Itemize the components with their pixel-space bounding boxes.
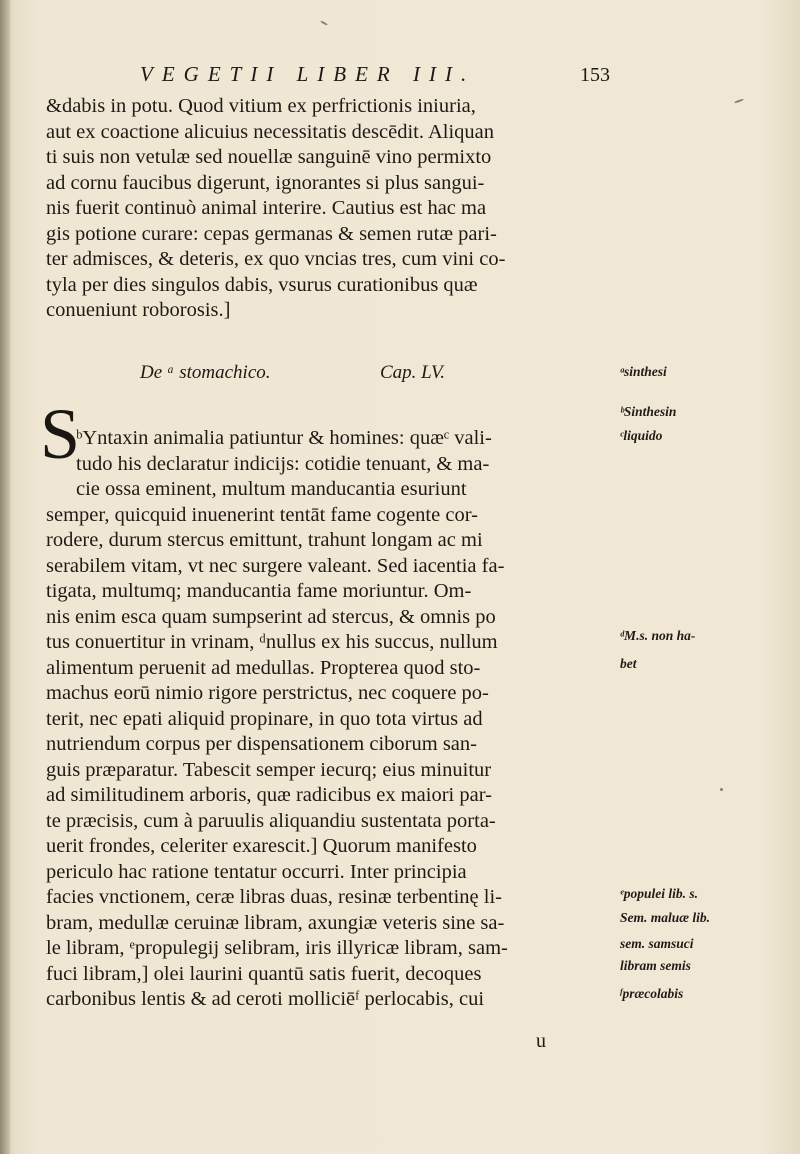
text-block-chapter: [46, 426, 626, 1013]
text-block-continuation: [46, 94, 626, 324]
drop-cap: S: [40, 394, 81, 474]
text-line: terit, nec epati aliquid propinare, in quo tota virtus ad: [46, 707, 483, 730]
marginal-note: ᶜliquido: [620, 428, 663, 443]
text-line: carbonibus lentis & ad ceroti molliciēᶠ perlocabis, cui: [46, 988, 485, 1010]
text-line: tigata, multumq; manducantia fame moriuntur. Om-: [46, 580, 472, 602]
text-line: bram, medullæ ceruinæ libram, axungiæ veteris sine sa-: [46, 911, 505, 934]
marginal-note: ᵉpopulei lib. s.: [620, 886, 698, 901]
page-number: 153: [580, 64, 610, 86]
paper-speck: [720, 788, 723, 791]
text-line: nis fuerit continuò animal interire. Cautius est hac ma: [46, 197, 487, 219]
text-line: fuci libram,] olei laurini quantū satis fuerit, decoques: [46, 962, 482, 985]
text-line: le libram, ᵉpropulegij selibram, iris illyricæ libram, sam-: [46, 937, 508, 959]
marginal-note: sem. samsuci: [620, 936, 694, 951]
text-line: nutriendum corpus per dispensationem ciborum san-: [46, 733, 477, 755]
text-line: ad similitudinem arboris, quæ radicibus ex maiori par-: [46, 784, 492, 806]
marginal-note: bet: [620, 656, 637, 671]
text-line: machus eorū nimio rigore perstrictus, nec coquere po-: [46, 682, 489, 704]
text-line: ter admisces, & deteris, ex quo vncias tres, cum vini co-: [46, 248, 506, 270]
text-line: conueniunt roborosis.]: [46, 299, 231, 321]
text-line: nis enim esca quam sumpserint ad stercus, & omnis po: [46, 605, 496, 628]
marginal-note: ᵇSinthesin: [620, 404, 677, 419]
text-line: ti suis non vetulæ sed nouellæ sanguinē vino permixto: [46, 146, 492, 168]
text-line: tudo his declaratur indicijs: cotidie tenuant, & ma-: [76, 452, 490, 475]
text-line: rodere, durum stercus emittunt, trahunt longam ac mi: [46, 529, 483, 551]
running-title: VEGETII LIBER III.: [140, 62, 476, 86]
marginal-note: Sem. maluæ lib.: [620, 910, 711, 925]
chapter-title: De ᵃ stomachico.: [140, 362, 271, 383]
text-line: alimentum peruenit ad medullas. Propterea quod sto-: [46, 656, 481, 679]
text-line: gis potione curare: cepas germanas & semen rutæ pari-: [46, 222, 497, 245]
text-line: guis præparatur. Tabescit semper iecurq; eius minuitur: [46, 758, 492, 781]
text-line: periculo hac ratione tentatur occurri. Inter principia: [46, 860, 467, 883]
text-line: semper, quicquid inuenerint tentāt fame cogente cor-: [46, 503, 478, 526]
text-line: tyla per dies singulos dabis, vsurus curationibus quæ: [46, 273, 478, 296]
text-line: ᵇYntaxin animalia patiuntur & homines: quæᶜ vali-: [76, 427, 492, 449]
text-line: &dabis in potu. Quod vitium ex perfrictionis iniuria,: [46, 95, 476, 117]
page-gutter: [0, 0, 10, 1154]
text-line: uerit frondes, celeriter exarescit.] Quorum manifesto: [46, 835, 477, 857]
text-line: facies vnctionem, ceræ libras duas, resinæ terbentinę li-: [46, 886, 502, 908]
marginal-note: ᵃsinthesi: [620, 364, 667, 379]
text-line: aut ex coactione alicuius necessitatis descēdit. Aliquan: [46, 120, 495, 143]
marginal-note: ᵈM.s. non ha-: [620, 628, 696, 643]
text-line: tus conuertitur in vrinam, ᵈnullus ex his succus, nullum: [46, 631, 498, 653]
text-line: serabilem vitam, vt nec surgere valeant. Sed iacentia fa-: [46, 554, 505, 577]
marginal-note: ᶠpræcolabis: [620, 986, 684, 1001]
text-line: ad cornu faucibus digerunt, ignorantes si plus sangui-: [46, 171, 485, 194]
signature-mark: u: [536, 1030, 546, 1052]
text-line: te præcisis, cum à paruulis aliquandiu sustentata porta-: [46, 809, 496, 832]
marginal-note: libram semis: [620, 958, 691, 973]
chapter-number: Cap. LV.: [380, 362, 445, 383]
text-line: cie ossa eminent, multum manducantia esuriunt: [76, 478, 467, 500]
